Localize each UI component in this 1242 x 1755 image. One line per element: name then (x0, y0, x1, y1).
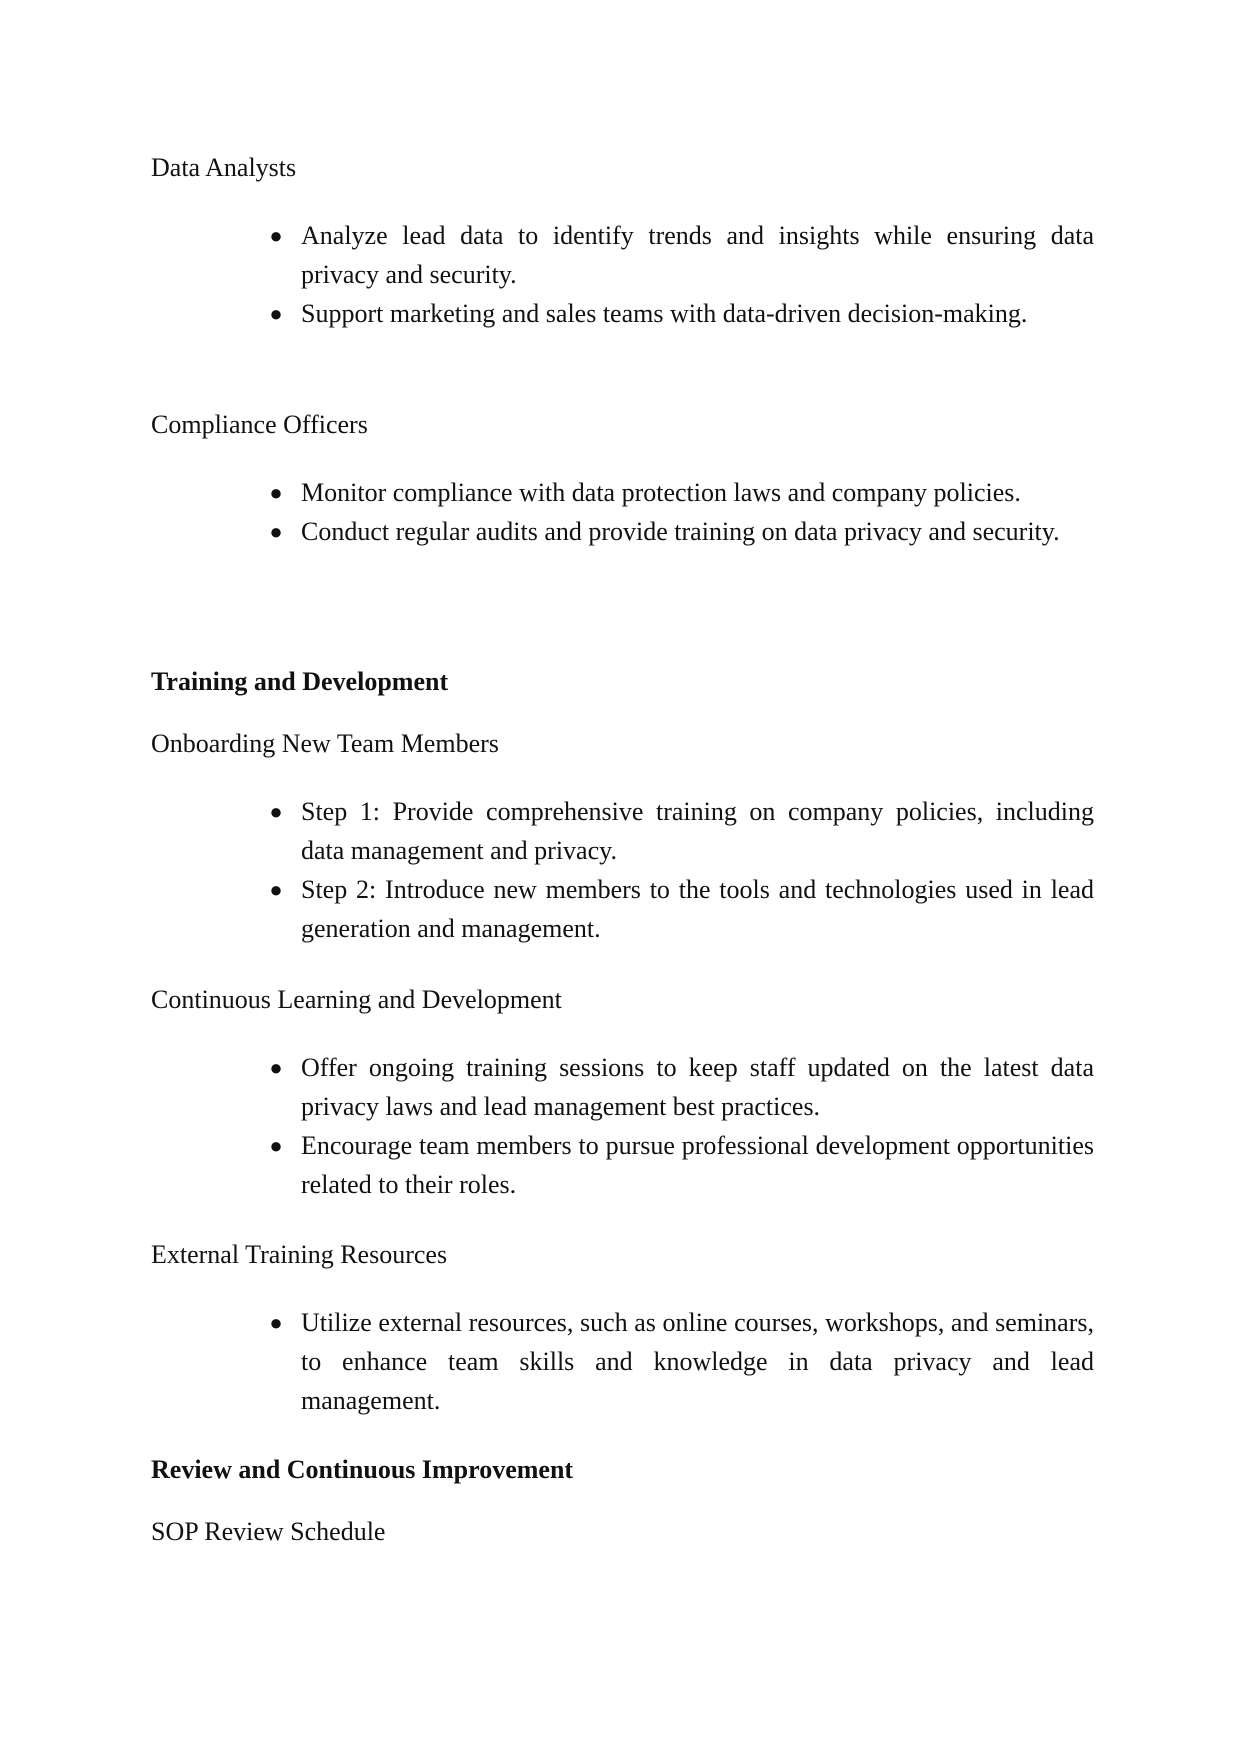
list-item: ● Support marketing and sales teams with data-driven decision-making. (301, 294, 1094, 333)
subheading-data-analysts: Data Analysts (151, 153, 297, 182)
bullet-icon: ● (269, 301, 283, 326)
bullet-icon: ● (269, 877, 283, 902)
list-item: ● Conduct regular audits and provide training on data privacy and security. (301, 512, 1094, 551)
bullet-list-external-training (269, 1303, 1094, 1420)
subheading-continuous-learning: Continuous Learning and Development (151, 985, 562, 1014)
list-item: ● Offer ongoing training sessions to keep staff updated on the latest data privacy laws and lead management best practices. (301, 1048, 1094, 1126)
bullet-icon: ● (269, 223, 283, 248)
bullet-icon: ● (269, 519, 283, 544)
subheading-onboarding: Onboarding New Team Members (151, 729, 499, 758)
bullet-list-onboarding (269, 792, 1094, 948)
bullet-list-continuous-learning (269, 1048, 1094, 1204)
list-item: ● Monitor compliance with data protection laws and company policies. (301, 473, 1094, 512)
list-item: ● Utilize external resources, such as online courses, workshops, and seminars, to enhance team skills and knowledge in data privacy and lead management. (301, 1303, 1094, 1420)
bullet-icon: ● (269, 1055, 283, 1080)
bullet-list-compliance-officers (269, 473, 1094, 551)
list-item: ● Step 2: Introduce new members to the tools and technologies used in lead generation and management. (301, 870, 1094, 948)
section-heading-review: Review and Continuous Improvement (151, 1455, 574, 1484)
bullet-icon: ● (269, 1310, 283, 1335)
bullet-list-data-analysts (269, 216, 1094, 333)
list-item: ● Step 1: Provide comprehensive training on company policies, including data management and privacy. (301, 792, 1094, 870)
bullet-icon: ● (269, 480, 283, 505)
subheading-compliance-officers: Compliance Officers (151, 410, 368, 439)
list-item: ● Encourage team members to pursue professional development opportunities related to their roles. (301, 1126, 1094, 1204)
bullet-icon: ● (269, 1133, 283, 1158)
list-item: ● Analyze lead data to identify trends and insights while ensuring data privacy and security. (301, 216, 1094, 294)
section-heading-training: Training and Development (151, 667, 449, 696)
bullet-icon: ● (269, 799, 283, 824)
subheading-sop-review-schedule: SOP Review Schedule (151, 1517, 386, 1546)
subheading-external-training: External Training Resources (151, 1240, 448, 1269)
